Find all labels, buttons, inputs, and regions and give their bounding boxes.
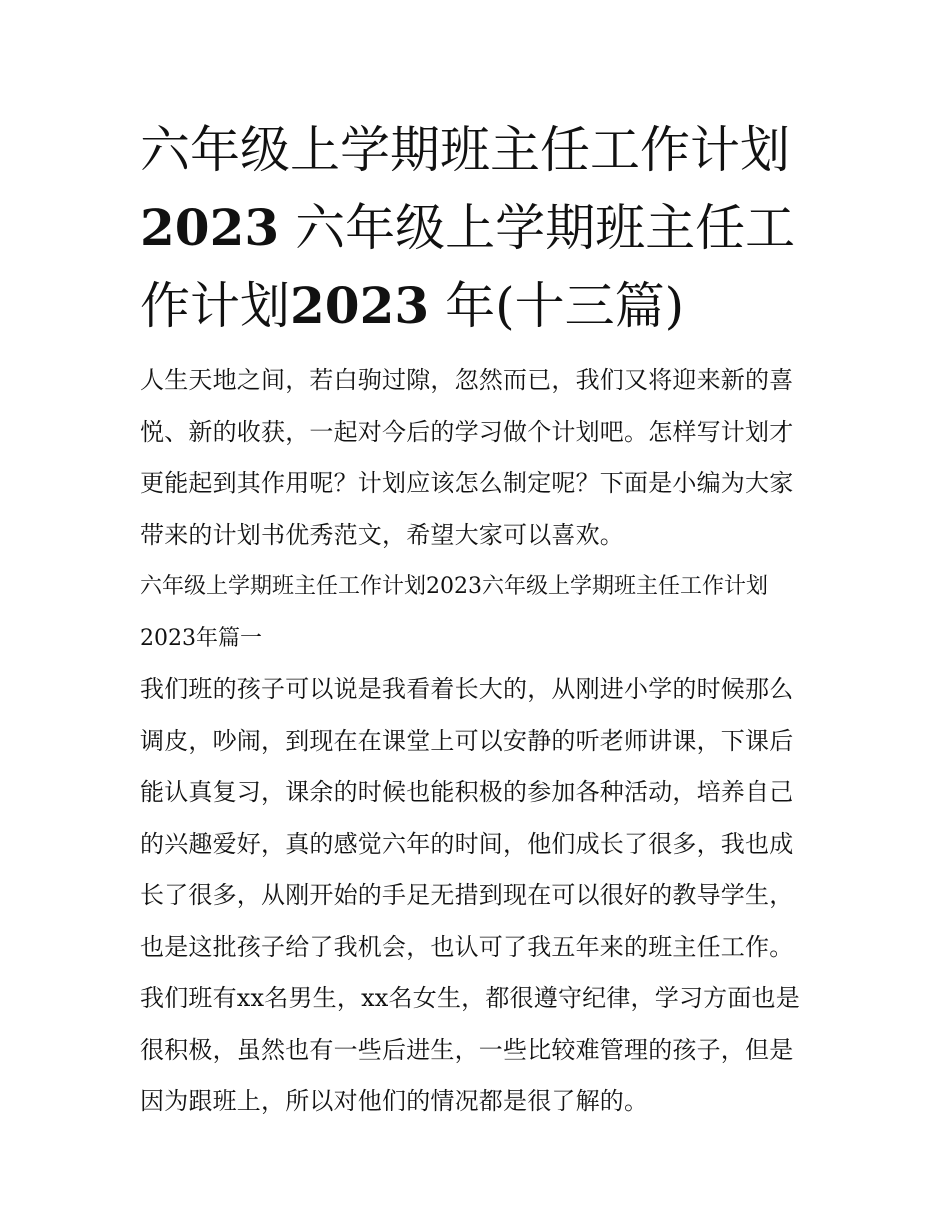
intro-paragraph: 人生天地之间，若白驹过隙，忽然而已，我们又将迎来新的喜悦、新的收获，一起对今后的学习做个计划吧。怎样写计划才更能起到其作用呢？计划应该怎么制定呢？下面是小编为大家带来的计划书优秀范文，希望大家可以喜欢。 bbox=[140, 366, 794, 549]
document-content bbox=[140, 112, 812, 1128]
title-year-2: 2023 bbox=[290, 276, 430, 335]
title-part-3: 年(十三篇) bbox=[445, 277, 685, 335]
section-heading: 六年级上学期班主任工作计划2023六年级上学期班主任工作计划2023年篇一 bbox=[140, 574, 768, 651]
body-paragraph: 我们班的孩子可以说是我看着长大的，从刚进小学的时候那么调皮，吵闹，到现在在课堂上可以安静的听老师讲课，下课后能认真复习，课余的时候也能积极的参加各种活动，培养自己的兴趣爱好，真的感觉六年的时间，他们成长了很多，我也成长了很多，从刚开始的手足无措到现在可以很好的教导学生，也是这批孩子给了我机会，也认可了我五年来的班主任工作。我们班有xx名男生，xx名女生，都很遵守纪律，学习方面也是很积极，虽然也有一些后进生，一些比较难管理的孩子，但是因为跟班上，所以对他们的情况都是很了解的。 bbox=[140, 675, 800, 1115]
title-part-1: 六年级上学期班主任工作计划 bbox=[140, 121, 790, 179]
title-year-1: 2023 bbox=[140, 198, 280, 257]
title-part-2: 六年级上学期班主任工作计划 bbox=[140, 199, 796, 335]
document-title bbox=[140, 112, 812, 345]
